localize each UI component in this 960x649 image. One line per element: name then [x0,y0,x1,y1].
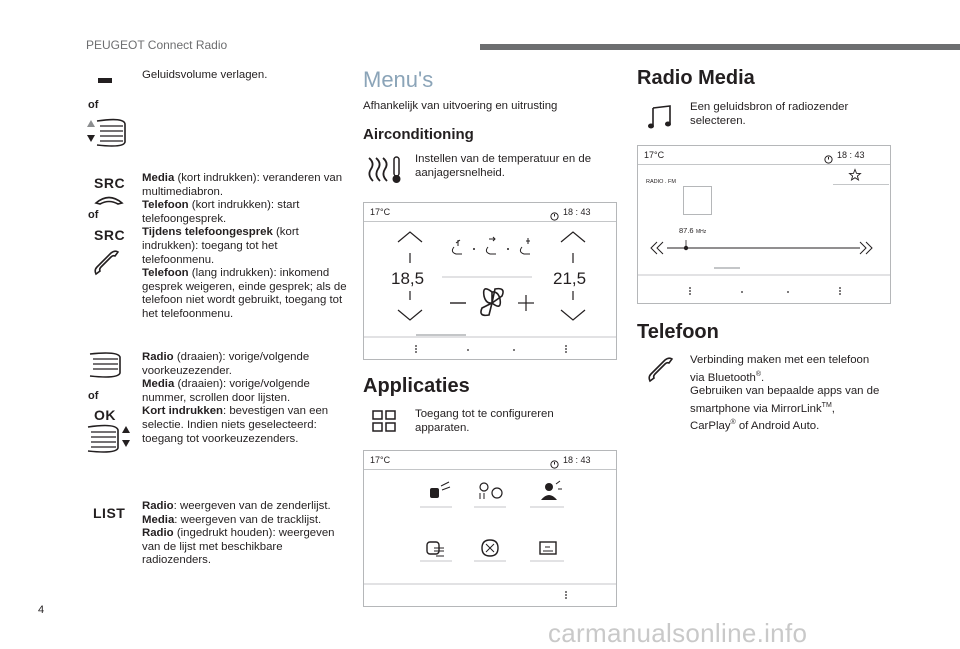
apps-text: Toegang tot te configureren apparaten. [415,408,554,434]
screen-temperature: 17°C [370,207,391,217]
telefoon-text: Verbinding maken met een telefoon via Bluetooth®. Gebruiken van bepaalde apps van de smartphone via MirrorLink™, CarPlay® of Android Auto. [690,354,880,432]
kort-term: Kort indrukken [142,405,224,418]
list-description [142,500,347,568]
apps-icons [364,470,616,606]
temperature-left: 18,5 [391,269,425,288]
volume-text: Geluidsvolume verlagen. [142,69,268,81]
screen-time: 18 : 43 [563,455,591,465]
radio-desc: : weergeven van de zenderlijst. [173,500,331,512]
aircon-text: Instellen van de temperatuur en de aanjagersnelheid. [415,153,592,179]
registered-mark: ® [755,370,762,378]
phone-hangup-icon [94,193,124,205]
radio-controls [638,165,890,303]
or-label: of [88,99,99,111]
telefoon-title: Telefoon [637,321,719,343]
registered-mark: ® [730,418,736,426]
tel-line-1: Verbinding maken met een telefoon via Bluetooth [690,354,870,384]
aircon-icon [366,155,404,185]
telefoon-lang-term: Telefoon [142,267,189,280]
media-term: Media [142,513,175,526]
screen-time: 18 : 43 [837,150,865,160]
media-desc: (draaien): vorige/volgende nummer, scrollen door lijsten. [142,378,310,404]
media-desc: (kort indrukken): veranderen van multimediabron. [142,172,343,198]
radio-desc: (draaien): vorige/volgende voorkeuzezender. [142,351,310,377]
kort-desc: : bevestigen van een selectie. Indien niets geselecteerd: toegang tot voorkeuzezenders. [142,405,329,445]
menus-title: Menu's [363,67,434,92]
tijdens-term: Tijdens telefoongesprek [142,226,273,239]
frequency-unit: MHz [696,229,707,235]
music-note-icon [648,104,674,130]
watermark: carmanualsonline.info [548,618,808,648]
telefoon-desc: (kort indrukken): start telefoongesprek. [142,199,300,225]
screen-temperature: 17°C [370,455,391,465]
phone-icon [92,248,122,278]
src-button-label: SRC [94,227,126,243]
aircon-title: Airconditioning [363,126,474,143]
temperature-right: 21,5 [553,269,587,288]
apps-title: Applicaties [363,375,470,397]
media-desc: : weergeven van de tracklijst. [174,513,322,526]
trademark-mark: TM [821,401,832,409]
apps-screen [363,450,617,607]
radio-hold-desc: (ingedrukt houden): weergeven van de lijst met beschikbare radiozenders. [142,527,335,567]
ok-button-label: OK [94,407,116,423]
page-header: PEUGEOT Connect Radio [86,38,228,52]
aircon-controls [364,222,616,358]
phone-icon [646,355,676,385]
telefoon-term: Telefoon [142,199,189,212]
menus-subtitle: Afhankelijk van uitvoering en uitrusting [363,100,558,112]
thumbwheel-icon [86,118,130,148]
screen-temperature: 17°C [644,150,665,160]
radio-term: Radio [142,351,174,363]
clock-icon [550,456,559,465]
clock-icon [550,208,559,217]
list-button-label: LIST [93,505,126,521]
frequency-value: 87.6 [679,226,694,235]
android-auto-text: of Android Auto. [735,419,820,432]
page-number: 4 [38,604,45,616]
or-label: of [88,390,99,402]
radio-media-title: Radio Media [637,67,755,89]
radio-term: Radio [142,500,174,512]
minus-icon [98,78,112,83]
tel-line-2: Gebruiken van bepaalde apps van de smartphone via MirrorLink [690,384,880,415]
ok-description [142,351,352,446]
carplay-text: CarPlay [690,419,731,432]
radio-hold-term: Radio [142,527,174,540]
media-term: Media [142,378,175,391]
or-label: of [88,209,99,221]
radio-text: Een geluidsbron of radiozender selecteren. [690,101,849,127]
aircon-screen [363,202,617,360]
tijdens-desc: (kort indrukken): toegang tot het telefoonmenu. [142,226,299,266]
apps-grid-icon [372,410,398,434]
screen-time: 18 : 43 [563,207,591,217]
radio-source-label: RADIO . FM [646,179,676,185]
src-button-label: SRC [94,175,126,191]
clock-icon [824,151,833,160]
radio-screen [637,145,891,304]
media-term: Media [142,172,175,184]
thumbwheel-icon [88,352,124,378]
header-bar [480,44,960,50]
telefoon-lang-desc: (lang indrukken): inkomend gesprek weigeren, einde gesprek; als de telefoon niet wordt gebruikt, toegang tot het telefoonmenu. [142,267,347,320]
src-description [142,172,350,322]
thumbwheel-icon [86,424,132,454]
